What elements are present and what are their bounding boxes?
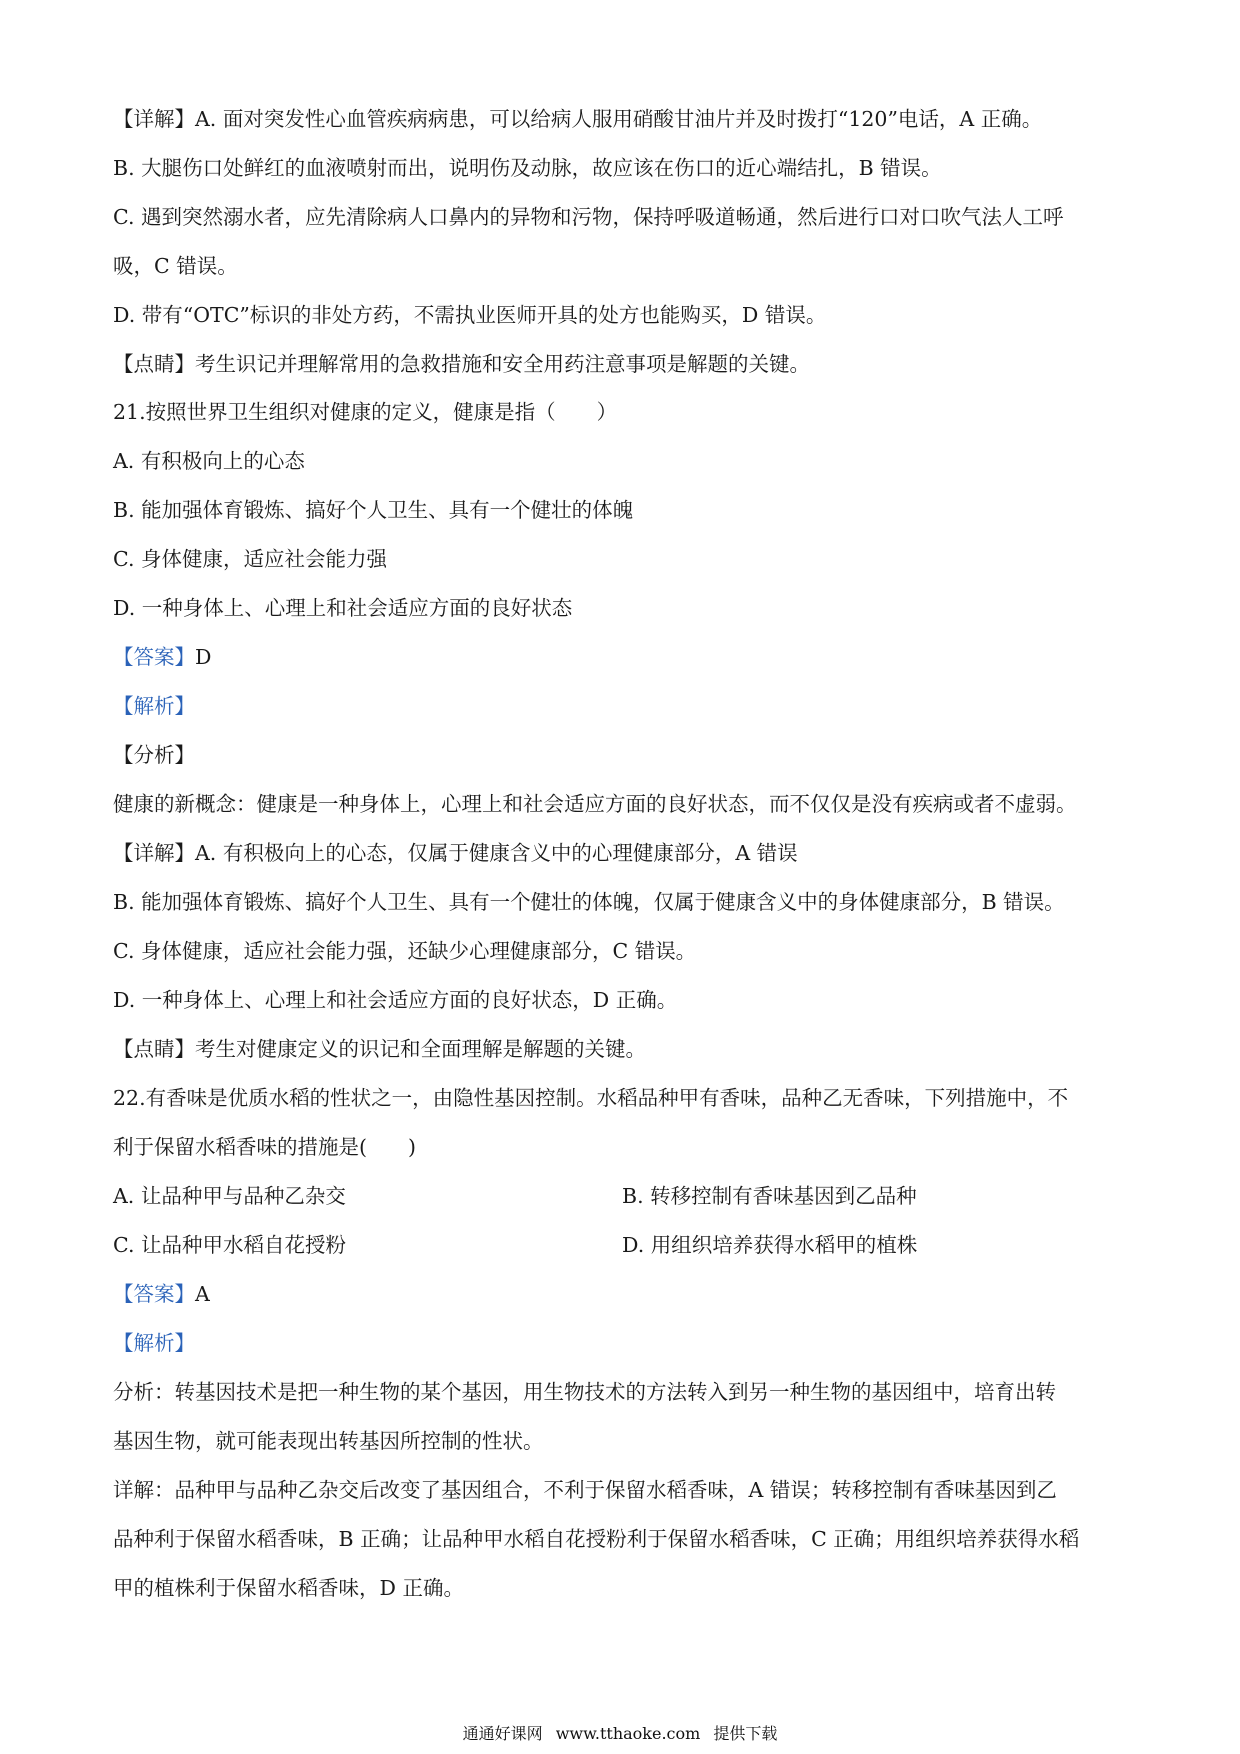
footer-url[interactable]: www.tthaoke.com: [555, 1724, 701, 1743]
q21-option-d: D. 一种身体上、心理上和社会适应方面的良好状态: [113, 596, 573, 620]
q20-detail-a: 【详解】A. 面对突发性心血管疾病病患，可以给病人服用硝酸甘油片并及时拨打“120”电话，A 正确。: [113, 107, 1043, 131]
q21-fenxi-label: 【分析】: [113, 743, 195, 767]
q20-detail-d: D. 带有“OTC”标识的非处方药，不需执业医师开具的处方也能购买，D 错误。: [113, 303, 827, 327]
q22-answer: 【答案】A: [113, 1282, 210, 1306]
q21-point: 【点睛】考生对健康定义的识记和全面理解是解题的关键。: [113, 1037, 646, 1061]
q21-detail-label: 【详解】: [113, 841, 195, 865]
page-footer: [0, 1723, 1240, 1745]
q22-option-b: B. 转移控制有香味基因到乙品种: [622, 1184, 917, 1208]
q22-detail-line2: 品种利于保留水稻香味，B 正确；让品种甲水稻自花授粉利于保留水稻香味，C 正确；用组织培养获得水稻: [113, 1527, 1080, 1551]
q20-detail-b: B. 大腿伤口处鲜红的血液喷射而出，说明伤及动脉，故应该在伤口的近心端结扎，B 错误。: [113, 156, 942, 180]
q22-detail-line3: 甲的植株利于保留水稻香味，D 正确。: [113, 1576, 464, 1600]
q21-detail-a: 【详解】A. 有积极向上的心态，仅属于健康含义中的心理健康部分，A 错误: [113, 841, 798, 865]
q22-fenxi-line2: 基因生物，就可能表现出转基因所控制的性状。: [113, 1429, 544, 1453]
q22-stem-line2: 利于保留水稻香味的措施是( ): [113, 1135, 416, 1159]
q22-option-a: A. 让品种甲与品种乙杂交: [113, 1184, 346, 1208]
q21-fenxi: 健康的新概念：健康是一种身体上，心理上和社会适应方面的良好状态，而不仅仅是没有疾病或者不虚弱。: [113, 792, 1077, 816]
q21-option-a: A. 有积极向上的心态: [113, 449, 305, 473]
q21-answer-label: 【答案】: [113, 645, 195, 669]
q20-detail-c1: C. 遇到突然溺水者，应先清除病人口鼻内的异物和污物，保持呼吸道畅通，然后进行口对口吹气法人工呼: [113, 205, 1064, 229]
q22-answer-label: 【答案】: [113, 1282, 195, 1306]
q22-detail-line1: 详解：品种甲与品种乙杂交后改变了基因组合，不利于保留水稻香味，A 错误；转移控制有香味基因到乙: [113, 1478, 1057, 1502]
q22-fenxi-line1: 分析：转基因技术是把一种生物的某个基因，用生物技术的方法转入到另一种生物的基因组中，培育出转: [113, 1380, 1056, 1404]
q20-point-label: 【点睛】: [113, 352, 195, 376]
q21-point-label: 【点睛】: [113, 1037, 195, 1061]
q21-analysis-label: 【解析】: [113, 694, 195, 718]
q20-detail-c2: 吸，C 错误。: [113, 254, 238, 278]
footer-note: 提供下载: [713, 1724, 778, 1743]
q20-detail-label: 【详解】: [113, 107, 195, 131]
q21-option-c: C. 身体健康，适应社会能力强: [113, 547, 387, 571]
footer-site-name: 通通好课网: [462, 1724, 543, 1743]
q22-option-c: C. 让品种甲水稻自花授粉: [113, 1233, 346, 1257]
q22-analysis-label: 【解析】: [113, 1331, 195, 1355]
q21-answer: 【答案】D: [113, 645, 212, 669]
q21-detail-c: C. 身体健康，适应社会能力强，还缺少心理健康部分，C 错误。: [113, 939, 697, 963]
q21-stem: 21.按照世界卫生组织对健康的定义，健康是指（ ）: [113, 400, 618, 424]
q22-option-d: D. 用组织培养获得水稻甲的植株: [622, 1233, 918, 1257]
q21-option-b: B. 能加强体育锻炼、搞好个人卫生、具有一个健壮的体魄: [113, 498, 634, 522]
q22-stem-line1: 22.有香味是优质水稻的性状之一，由隐性基因控制。水稻品种甲有香味，品种乙无香味，下列措施中，不: [113, 1086, 1069, 1110]
q21-detail-b: B. 能加强体育锻炼、搞好个人卫生、具有一个健壮的体魄，仅属于健康含义中的身体健康部分，B 错误。: [113, 890, 1065, 914]
q20-point: 【点睛】考生识记并理解常用的急救措施和安全用药注意事项是解题的关键。: [113, 352, 810, 376]
q21-detail-d: D. 一种身体上、心理上和社会适应方面的良好状态，D 正确。: [113, 988, 678, 1012]
